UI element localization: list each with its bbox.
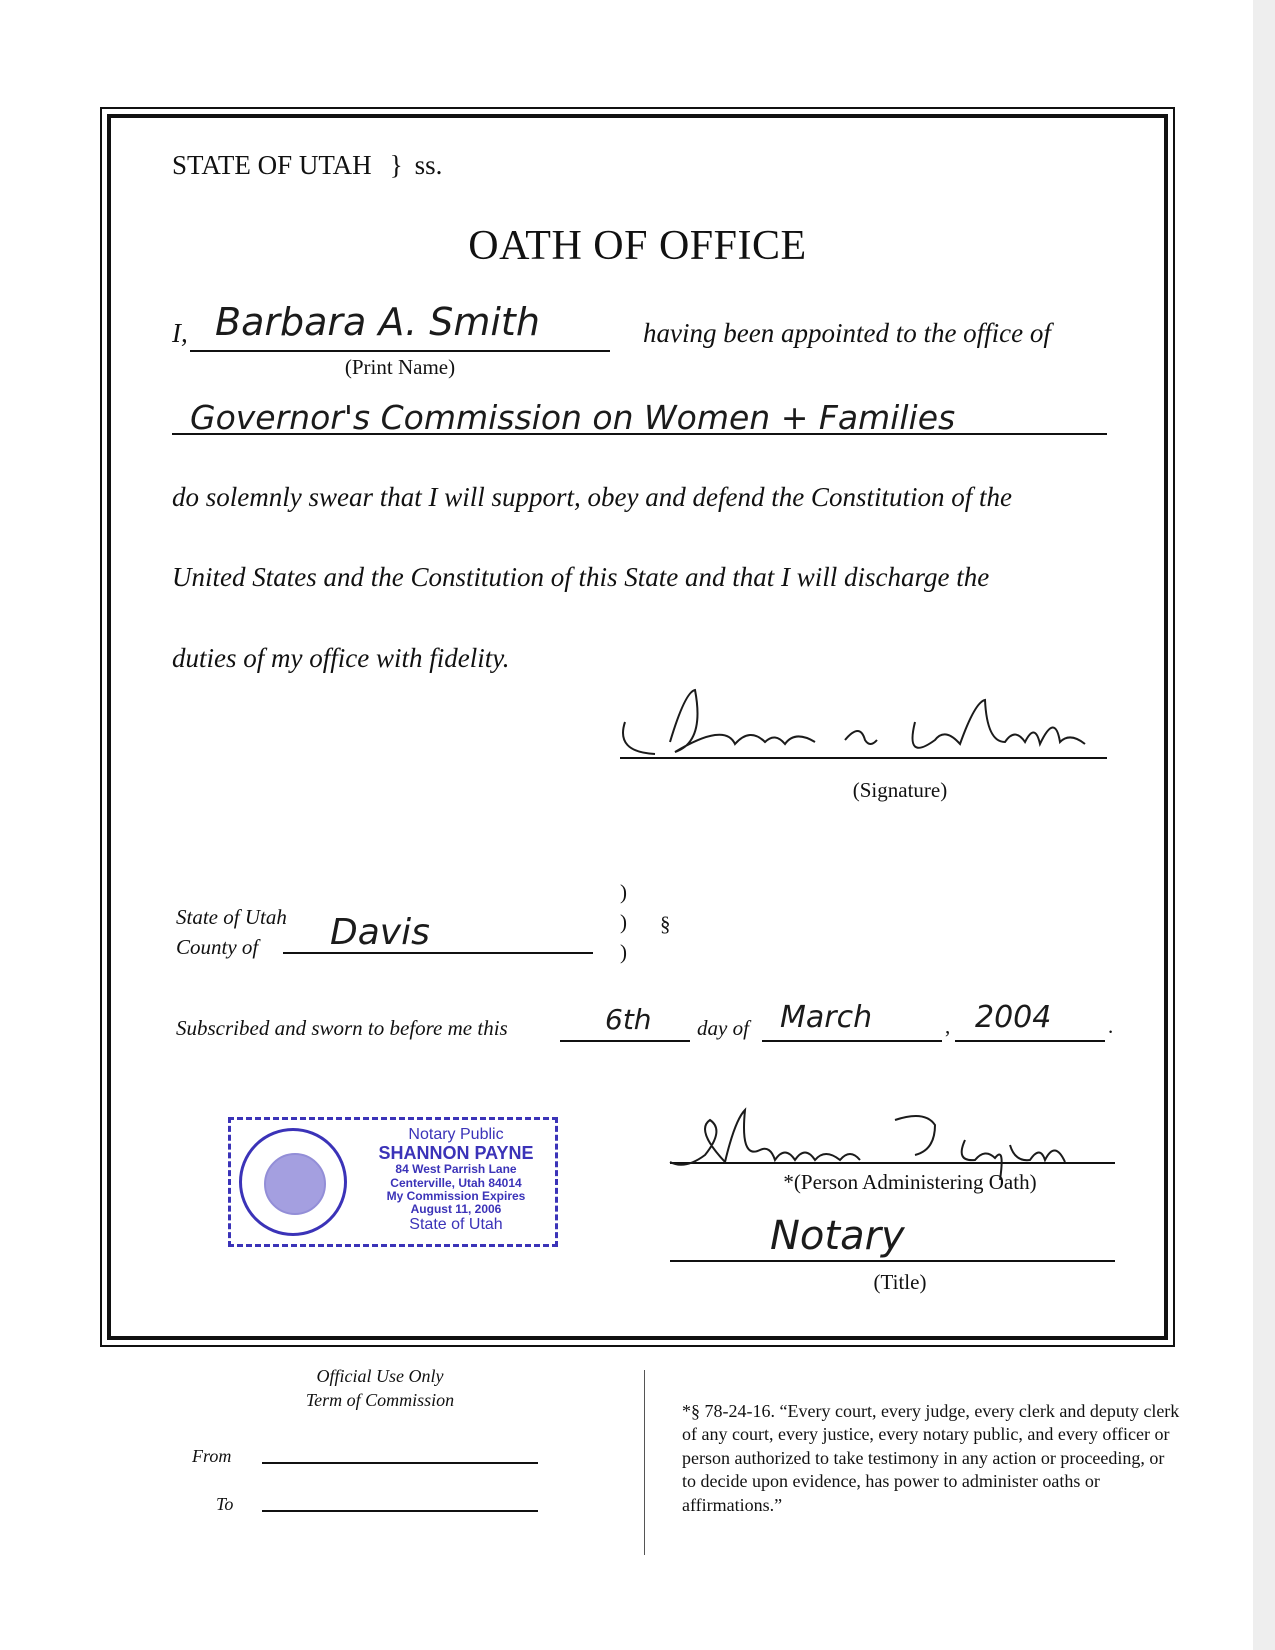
month-value: March xyxy=(780,1000,873,1035)
date-period: . xyxy=(1108,1014,1114,1038)
venue-brace: } xyxy=(389,150,403,180)
oath-body-line-3: duties of my office with fidelity. xyxy=(172,643,510,673)
stamp-line-4: Centerville, Utah 84014 xyxy=(390,1175,522,1190)
jurat-county-label: County of xyxy=(176,935,259,959)
footer-divider xyxy=(644,1370,645,1555)
stamp-line-2: SHANNON PAYNE xyxy=(378,1142,534,1163)
document-title: OATH OF OFFICE xyxy=(468,223,807,269)
venue-header xyxy=(172,150,442,181)
venue-paren-1: ) xyxy=(620,880,627,904)
notary-title-value: Notary xyxy=(770,1213,905,1259)
statute-note: *§ 78-24-16. “Every court, every judge, every clerk and deputy clerk of any court, every justice, every notary public, and every officer or person authorized to take testimony in any action or proceeding, or to decide upon evidence, has power to administer oaths or affirmations.” xyxy=(682,1401,1180,1515)
notary-signature xyxy=(665,1100,1125,1180)
administering-caption: *(Person Administering Oath) xyxy=(783,1170,1037,1194)
county-value: Davis xyxy=(330,912,430,953)
jurat-state-label: State of Utah xyxy=(176,905,287,929)
stamp-line-3: 84 West Parrish Lane xyxy=(395,1162,517,1177)
from-line xyxy=(262,1462,538,1464)
notary-stamp xyxy=(228,1117,558,1247)
venue-paren-2: ) xyxy=(620,910,627,934)
oath-appointed-text: having been appointed to the office of xyxy=(643,318,1051,348)
stamp-line-7: State of Utah xyxy=(409,1216,503,1234)
stamp-line-5: My Commission Expires xyxy=(386,1188,526,1203)
official-use-label: Official Use Only xyxy=(316,1366,444,1386)
section-symbol: § xyxy=(660,912,671,936)
year-value: 2004 xyxy=(975,1000,1052,1035)
stamp-line-6: August 11, 2006 xyxy=(410,1201,502,1216)
seal-emblem xyxy=(264,1153,326,1215)
print-name-caption: (Print Name) xyxy=(344,355,456,379)
office-value: Governor's Commission on Women + Families xyxy=(190,398,956,437)
day-of-text: day of xyxy=(697,1016,749,1040)
venue-ss: ss. xyxy=(414,150,443,180)
year-line xyxy=(955,1040,1105,1042)
to-line xyxy=(262,1510,538,1512)
title-caption: (Title) xyxy=(873,1270,927,1294)
venue-state: STATE OF UTAH xyxy=(172,150,372,180)
applicant-signature xyxy=(615,682,1105,762)
oath-body-line-2: United States and the Constitution of this State and that I will discharge the xyxy=(172,562,990,592)
to-label: To xyxy=(216,1494,234,1514)
month-line xyxy=(762,1040,942,1042)
day-value: 6th xyxy=(605,1003,652,1036)
signature-caption: (Signature) xyxy=(852,778,948,802)
date-comma: , xyxy=(945,1014,951,1038)
stamp-line-1: Notary Public xyxy=(408,1126,504,1143)
print-name-line xyxy=(190,350,610,352)
subscribed-text: Subscribed and sworn to before me this xyxy=(176,1016,508,1040)
term-of-commission-label: Term of Commission xyxy=(305,1390,455,1410)
stamp-text xyxy=(361,1126,551,1234)
day-line xyxy=(560,1040,690,1042)
title-line xyxy=(670,1260,1115,1262)
oath-body-line-1: do solemnly swear that I will support, obey and defend the Constitution of the xyxy=(172,482,1012,512)
from-label: From xyxy=(192,1446,232,1466)
state-seal xyxy=(239,1128,347,1236)
oath-prefix: I, xyxy=(172,318,188,348)
print-name-value: Barbara A. Smith xyxy=(215,300,540,344)
venue-paren-3: ) xyxy=(620,940,627,964)
